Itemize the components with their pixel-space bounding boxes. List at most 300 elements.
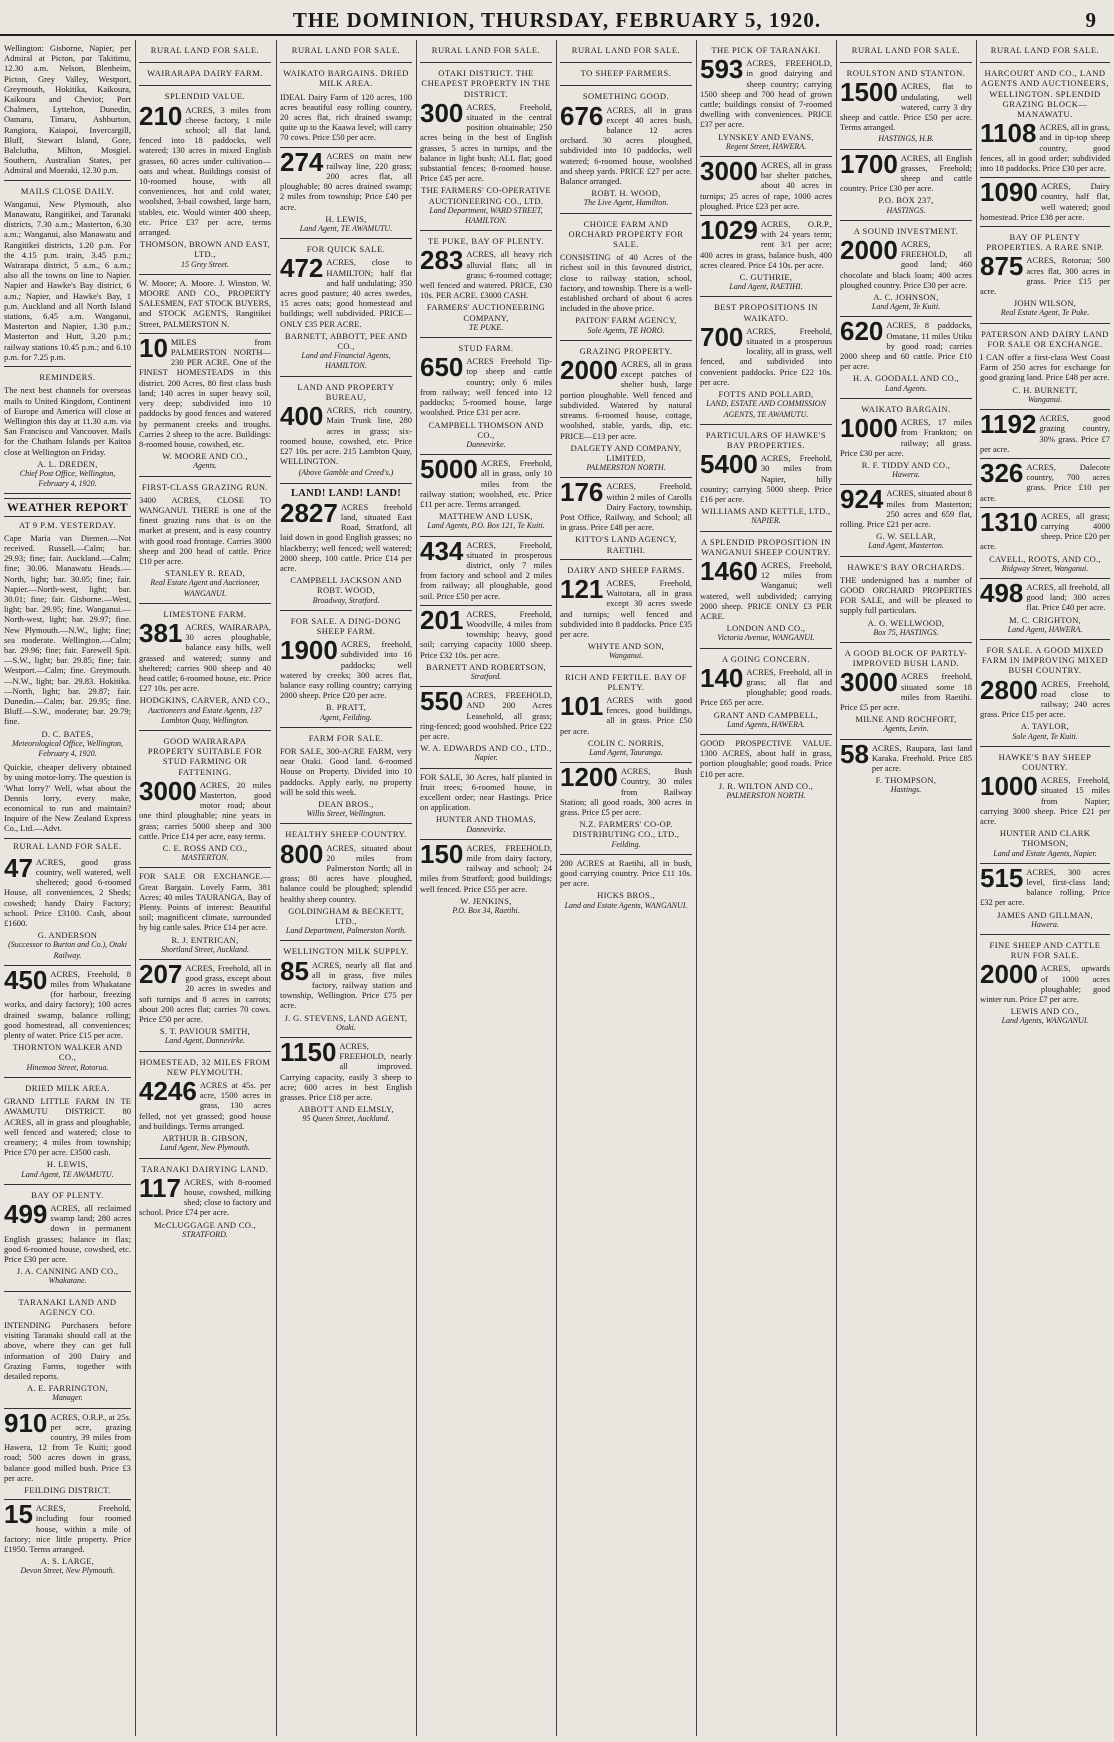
ad-text: ACRES, Freehold, situated in a prosperous locality, all in grass, well fenced, and subdivided into convenient paddocks. Price £22 10s. per acre. <box>700 325 832 387</box>
classified-ad <box>4 1078 131 1185</box>
ad-heading: WAIKATO BARGAINS. DRIED MILK AREA. <box>283 68 409 89</box>
ad-body <box>980 674 1110 720</box>
agent-address: Victoria Avenue, WANGANUI. <box>717 633 815 643</box>
agent-name: CAVELL, ROOTS, AND CO., <box>989 553 1101 564</box>
classified-ad <box>980 324 1110 410</box>
agent-name: CAMPBELL THOMSON AND CO., <box>428 419 544 440</box>
ad-heading: OTAKI DISTRICT. THE CHEAPEST PROPERTY IN THE DISTRICT. <box>421 68 551 99</box>
agent-address: Stratford. <box>470 671 502 681</box>
agent-address: Shortland Street, Auckland. <box>161 944 249 954</box>
classified-ad <box>139 868 271 960</box>
ad-text: ACRES, Freehold, situated 15 miles from Napier; carrying 3000 sheep. Price £21 per acre. <box>980 775 1110 826</box>
ad-text: ACRES, freehold, subdivided into 16 paddocks; well watered by creeks; 300 acres flat, balance easy rolling country; carrying 2000 sheep. Price £20 per acre. <box>280 639 412 701</box>
ad-signature <box>139 568 271 599</box>
ad-signature <box>139 1133 271 1153</box>
ad-body <box>700 215 832 270</box>
classified-ad <box>4 1292 131 1409</box>
column-5 <box>560 40 692 1738</box>
ad-body <box>139 495 271 566</box>
newspaper-title: THE DOMINION, THURSDAY, FEBRUARY 5, 1920. <box>292 8 822 32</box>
acreage-figure: 1029 <box>700 215 758 246</box>
ad-signature <box>980 298 1110 318</box>
ad-text: ACRES, 3 miles from cheese factory, 1 mile school; all flat land, fenced into 18 paddocks, well watered; 130 acres in mixed English grasses, 60 acres under cultivation—oats and wheat. Buildings consist of 10-roomed house, with all conveniences, hot and cold water, woolshed, 3-bail cowshed, large barn, stables, etc. Would winter 400 sheep, etc. Price £37 per acre, terms arranged. <box>139 104 271 238</box>
classified-ad <box>560 667 692 764</box>
classified-ad <box>420 687 552 768</box>
ad-heading: A SOUND INVESTMENT. <box>853 225 959 236</box>
classified-ad <box>840 317 972 398</box>
acreage-figure: 3000 <box>139 775 197 806</box>
classified-ad <box>840 485 972 556</box>
classified-ad <box>980 640 1110 747</box>
classified-ad <box>560 341 692 478</box>
column-3 <box>280 40 412 1738</box>
agent-address: PALMERSTON NORTH. <box>586 463 666 473</box>
agent-address: 95 Queen Street, Auckland. <box>302 1114 390 1124</box>
ad-body <box>280 635 412 701</box>
classified-ad <box>420 840 552 920</box>
ad-body <box>139 332 271 449</box>
classified-ad <box>139 1052 271 1159</box>
ad-body <box>139 1076 271 1131</box>
ad-text: ACRES, all English grasses, Freehold; sheep and cattle country. Price £30 per acre. <box>840 152 972 194</box>
agent-address: The Live Agent, Hamilton. <box>583 198 669 208</box>
agent-name: McCLUGGAGE AND CO., <box>153 1219 257 1230</box>
agent-address: Box 75, HASTINGS. <box>873 627 939 637</box>
agent-address: Land Agents, P.O. Box 121, Te Kuiti. <box>427 521 545 531</box>
ad-text: ACRES, all heavy rich alluvial flats; all in grass; 6-roomed cottage; well fenced and watered. PRICE, £30 10s. PER ACRE. £3000 CASH. <box>420 249 552 301</box>
ad-heading: A GOOD BLOCK OF PARTLY-IMPROVED BUSH LAND. <box>844 647 968 669</box>
ad-signature <box>420 302 552 333</box>
weather-signatory: D. C. BATES, <box>41 728 94 739</box>
masthead <box>0 0 1114 36</box>
ad-body <box>420 838 552 894</box>
classified-ad <box>560 478 692 559</box>
acreage-figure: 700 <box>700 321 744 352</box>
ad-signature <box>4 1266 131 1286</box>
ad-body <box>420 97 552 184</box>
classified-ad <box>980 63 1110 178</box>
acreage-figure: 101 <box>560 690 604 721</box>
ad-text: GOOD PROSPECTIVE VALUE. 1300 ACRES, about half in grass, portion ploughable; good roads. Price £10 per acre. <box>700 737 832 779</box>
ad-body <box>700 156 832 211</box>
agent-address: Hawera. <box>1031 919 1059 929</box>
classified-ad <box>420 231 552 338</box>
ad-signature <box>4 1159 131 1179</box>
classified-ad <box>700 735 832 805</box>
agent-name: JAMES AND GILLMAN, <box>997 909 1093 920</box>
agent-address: Dannevirke. <box>466 824 506 834</box>
agent-name: ROBT. H. WOOD, <box>591 188 661 199</box>
ad-signature <box>840 775 972 795</box>
ad-text: ACRES, upwards of 1000 acres ploughable; good winter run. Price £7 per acre. <box>980 963 1110 1005</box>
agent-address: Land Department, WARD STREET, HAMILTON. <box>429 205 543 226</box>
acreage-figure: 140 <box>700 662 744 693</box>
ad-body <box>980 457 1110 503</box>
ad-heading: CHOICE FARM AND ORCHARD PROPERTY FOR SALE. <box>568 218 684 250</box>
ad-signature <box>980 615 1110 635</box>
ad-body <box>980 577 1110 613</box>
ad-body <box>840 316 972 372</box>
agent-name: HICKS BROS., <box>597 890 655 901</box>
ad-text: ACRES, Freehold, situated in prosperous district, only 7 miles from factory and school and 2 miles from railway; all ploughable, good soil. Price £50 per acre. <box>420 539 552 601</box>
classified-ad <box>980 178 1110 227</box>
acreage-figure: 47 <box>4 852 33 883</box>
classified-ad <box>560 40 692 63</box>
agent-address: TE PUKE. <box>468 322 504 332</box>
ad-body <box>4 43 131 176</box>
ad-text: ACRES, Freehold, Woodville, 4 miles from township; heavy, good soil; carrying capacity 1000 sheep. Price £32 10s. per acre. <box>420 608 552 660</box>
ad-body <box>560 858 692 889</box>
ad-text: CONSISTING of 40 Acres of the richest soil in this favoured district, close to railway station, school, factory, and township. There is a well-established orchard of about 6 acres included in the above price. <box>560 252 692 314</box>
classified-ad <box>980 459 1110 508</box>
ad-heading: HARCOURT AND CO., LAND AGENTS AND AUCTIONEERS, WELLINGTON. SPLENDID GRAZING BLOCK—MANAWATU. <box>981 68 1109 120</box>
agent-name: HUNTER AND CLARK THOMSON, <box>999 828 1091 849</box>
acreage-figure: 2000 <box>560 355 618 386</box>
ad-signature <box>700 132 832 152</box>
ad-body <box>980 177 1110 222</box>
ad-heading: TO SHEEP FARMERS. <box>580 68 672 79</box>
agent-address: Devon Street, New Plymouth. <box>20 1566 115 1576</box>
classified-ad <box>139 86 271 274</box>
ad-heading: A SPLENDID PROPOSITION IN WANGANUI SHEEP COUNTRY. <box>701 536 831 557</box>
ad-signature <box>560 315 692 335</box>
agent-name: JOHN WILSON, <box>1013 298 1077 309</box>
ad-heading: RURAL LAND FOR SALE. <box>291 45 401 55</box>
agent-name: DALGETY AND COMPANY, LIMITED, <box>570 442 682 463</box>
ad-text: ACRES freehold, situated some 18 miles from Raetihi. Price £5 per acre. <box>840 671 972 712</box>
ad-body <box>4 852 131 929</box>
ad-text: FOR SALE OR EXCHANGE.—Great Bargain. Lovely Farm, 381 Acres; 40 miles TAURANGA, Bay of Plenty. Points of interest: Beautiful soil; magnificent climate, surrounded by big cattle sales. Price £14 per acre. <box>139 871 271 933</box>
agent-name: A. S. LARGE, <box>40 1556 95 1567</box>
column-2 <box>139 40 271 1738</box>
classified-ad <box>280 1038 412 1129</box>
ad-text: ACRES, all in grass except 40 acres bush, balance 12 acres orchard. 30 acres ploughed, subdivided into 10 paddocks, well watered; 6-roomed house, woolshed and sheep yards. PRICE £27 per acre. Balance arranged. <box>560 104 692 187</box>
agent-name: W. JENKINS, <box>460 895 512 906</box>
agent-address: NAPIER. <box>751 516 781 526</box>
acreage-figure: 1310 <box>980 506 1038 537</box>
agent-name: H. LEWIS, <box>46 1159 89 1170</box>
ad-text: MILES from PALMERSTON NORTH—230 PER ACRE. One of the FINEST HOMESTEADS in this district. 200 Acres, 80 first class bush land; 140 acres in super heavy soil, very deep; subdivided into 10 paddocks by good fences and watered by permanent creeks and troughs. Carries 2 sheep to the acre. Buildings: 8-roomed house, cowshed, etc. <box>139 336 271 449</box>
ad-text: ACRES, O.R.P., at 25s. per acre, grazing country, 39 miles from Hawera, 12 from Te Kuiti; good road; 500 acres down in grass, balance good milled bush. Price £3 per acre. <box>4 1411 131 1483</box>
ad-text: ACRES, all grass; carrying 4000 sheep. Price £20 per acre. <box>980 510 1110 552</box>
agent-address: Land and Estate Agents, Napier. <box>993 848 1097 858</box>
ad-text: ACRES, Freehold, road close to railway; 240 acres grass. Price £15 per acre. <box>980 678 1110 720</box>
agent-name: W. MOORE AND CO., <box>162 451 248 462</box>
ad-text: ACRES, WAIRARAPA, 30 acres ploughable, balance easy hills, well grassed and watered; sunny and sheltered; carries 900 sheep and 40 head cattle; 6-roomed house, etc. Price £27 10s. per acre. <box>139 621 271 694</box>
ad-text: ACRES, good grass country, well watered, well sheltered; good 6-roomed House, all conveniences, 2 Sheds; cowshed; handy Dairy Factory; school. Price £3100. Cash, about £1600. <box>4 856 131 929</box>
classified-ad <box>139 275 271 334</box>
column-divider <box>416 40 417 1736</box>
acreage-figure: 910 <box>4 1407 48 1438</box>
ad-signature <box>420 662 552 682</box>
ad-signature <box>420 185 552 226</box>
agent-address: Land Agent, Dannevirke. <box>164 1036 246 1046</box>
agent-name: H. LEWIS, <box>325 213 367 224</box>
agent-address: Chief Post Office, Wellington, February 4, 1920. <box>19 468 116 489</box>
ad-body <box>560 762 692 817</box>
ad-signature <box>700 272 832 292</box>
ad-text: 3400 ACRES, CLOSE TO WANGANUI. THERE is one of the finest grazing runs that is on the market at present, and is easy country with good road frontage. Carries 3000 sheep and 200 head of cattle. Price £10 per acre. <box>139 494 271 566</box>
agent-address: Broadway, Stratford. <box>312 595 380 605</box>
ad-signature <box>4 1042 131 1073</box>
acreage-figure: 2800 <box>980 674 1038 705</box>
acreage-figure: 676 <box>560 100 604 131</box>
ad-text: ACRES, situated about 8 miles from Masterton; 250 acres and 659 flat, rolling. Price £21 per acre. <box>840 488 972 529</box>
ad-signature <box>980 554 1110 574</box>
acreage-figure: 121 <box>560 573 604 604</box>
classified-ad <box>139 477 271 604</box>
agent-name: A. L. DREDEN, <box>37 458 98 469</box>
ad-body <box>700 449 832 504</box>
acreage-figure: 176 <box>560 477 604 508</box>
ad-heading: RURAL LAND FOR SALE. <box>150 45 260 55</box>
agent-name: MATTHEW AND LUSK, <box>439 511 533 522</box>
classified-ad <box>139 604 271 731</box>
acreage-figure: 381 <box>139 617 183 648</box>
ad-heading: PATERSON AND DAIRY LAND FOR SALE OR EXCHANGE. <box>981 328 1109 349</box>
agent-address: Land Agent, Masterton. <box>868 541 944 551</box>
acreage-figure: 3000 <box>840 667 898 698</box>
agent-address: Sole Agents, TE HORO. <box>587 325 665 335</box>
ad-signature <box>420 743 552 763</box>
column-1 <box>4 40 131 1738</box>
column-8 <box>980 40 1110 1738</box>
acreage-figure: 5000 <box>420 454 478 485</box>
agent-name: A. E. FARRINGTON, <box>26 1383 109 1394</box>
agent-address: LAND, ESTATE AND COMMISSION AGENTS, TE AWAMUTU. <box>706 399 826 419</box>
ad-body <box>700 662 832 708</box>
ad-body <box>560 477 692 533</box>
agent-address: Real Estate Agent and Auctioneer, WANGANUI. <box>150 578 260 598</box>
classified-ad <box>420 338 552 455</box>
agent-name: ARTHUR B. GIBSON, <box>162 1133 248 1144</box>
ad-text: GRAND LITTLE FARM IN TE AWAMUTU DISTRICT. 80 ACRES, all in grass and ploughable, well fenced and watered; close to creamery; 4 miles from township; Price £70 per acre. £3500 cash. <box>4 1096 131 1158</box>
ad-signature <box>280 702 412 722</box>
acreage-figure: 924 <box>840 484 884 515</box>
agent-address: HASTINGS. <box>886 205 926 215</box>
ad-heading: SOMETHING GOOD. <box>582 91 670 102</box>
acreage-figure: 2000 <box>840 235 898 266</box>
agent-address: Land and Estate Agents, WANGANUI. <box>564 900 688 910</box>
ad-text: ACRES, all reclaimed swamp land; 280 acres down in permanent English grasses; balance in flax; good 6-roomed house, cowshed, etc. Price £30 per acre. <box>4 1202 131 1264</box>
ad-body <box>840 148 972 194</box>
agent-name: KITTO'S LAND AGENCY, RAETIHI. <box>575 534 677 555</box>
agent-address: Land Agent, HAWERA. <box>1007 624 1083 634</box>
ad-heading: LIMESTONE FARM. <box>163 608 247 619</box>
classified-ad <box>560 560 692 667</box>
ad-heading: WAIKATO BARGAIN. <box>861 403 951 414</box>
acreage-figure: 472 <box>280 253 324 284</box>
acreage-figure: 10 <box>139 332 168 363</box>
ad-signature <box>420 814 552 834</box>
classified-ad <box>139 960 271 1052</box>
ad-signature <box>840 618 972 638</box>
agent-address: Wanganui. <box>608 651 644 661</box>
ad-body <box>280 146 412 212</box>
classified-ad <box>560 855 692 915</box>
ad-body <box>139 278 271 329</box>
ad-body <box>700 555 832 621</box>
ad-body <box>980 862 1110 908</box>
agent-address: STRATFORD. <box>182 1229 228 1239</box>
agent-address: Ridgway Street, Wanganui. <box>1001 563 1089 573</box>
agent-name: C. H. BURNETT, <box>1012 384 1078 395</box>
agent-address: Land Agent, New Plymouth. <box>160 1143 250 1153</box>
agent-name: H. A. GOODALL AND CO., <box>853 373 959 384</box>
agent-name: WHYTE AND SON, <box>587 641 665 652</box>
acreage-figure: 1108 <box>980 118 1037 149</box>
ad-heading: RURAL LAND FOR SALE. <box>431 45 541 55</box>
classified-ad <box>4 1500 131 1580</box>
ad-text: ACRES, O.R.P., with 24 years term; rent 3/1 per acre; 400 acres in grass, balance bush, 400 acres cleared. Price £4 10s. per acre. <box>700 219 832 270</box>
ad-text: Wanganui, New Plymouth, also Manawatu, Rangitikei, and Taranaki districts, 7.30 a.m.; Masterton, 6.30 a.m.; Wanganui, also Manawatu and Rangitikei districts, 1.20 p.m. For the 4.15 p.m. train, 3.45 p.m.; Wairarapa district, 5 a.m., 6 a.m.; also all the towns on line to Napier. Napier and Hawke's Bay district, 6 a.m.; Napier, and Hawke's Bay, 1 p.m. Auckland and all North Island stations, 6.45 a.m. Wanganui, Masterton and Napier, 1.30 p.m.; Masterton and Hutt, 3.20 p.m.; railway stations 10.45 p.m.; and 6.10 p.m. for 7.25 p.m. <box>4 198 131 362</box>
ad-signature <box>840 714 972 734</box>
ad-text: ACRES, Freehold, all in grass; all flat and ploughable; good roads. Price £65 per acre. <box>700 666 832 708</box>
ad-body <box>420 352 552 418</box>
weather-office: Meteorological Office, Wellington, February 4, 1920. <box>12 738 123 758</box>
weather-text: Cape Maria van Diemen.—Not received. Russell.—Calm; bar. 29.93; fine; fair. Auckland.—Calm; fine; 30.06. Manawatu Heads.—North, light; bar. 30.05; fine; fair. Napier.—North-west, light; bar. 30.01; fine; fair. Gisborne.—West, light; bar. 29.95; fine. Wanganui.—North-west, light; bar. 29.97; fine. New Plymouth.—N.W., light; fine; sea moderate. Wellington.—Calm; bar. 29.96; fine; fair. Farewell Spit.—S.W., light; bar. 29.85; fine; fair. Westport.—Calm; fine. Greymouth.—N.W., light; bar. 29.83. Hokitika.—North, light; bar. 29.87; fair. Dunedin.—Calm; bar. 29.95; fine. Bluff.—S.W., moderate; bar. 29.79; fine. <box>4 532 131 727</box>
classified-ad <box>280 941 412 1038</box>
agent-name: HODGKINS, CARVER, AND CO., <box>139 695 271 706</box>
acreage-figure: 1200 <box>560 762 618 793</box>
classified-ad <box>560 214 692 341</box>
ad-body <box>560 573 692 639</box>
classified-ad <box>280 40 412 63</box>
ad-signature <box>840 195 972 215</box>
ad-signature <box>420 511 552 531</box>
agent-address: Land Agents. <box>884 383 928 393</box>
ad-text: ACRES, FREEHOLD, mile from dairy factory, railway and school; 24 miles from Stratford; good buildings; well fenced. Price £55 per acre. <box>420 842 552 894</box>
agent-address: 15 Grey Street. <box>180 259 230 269</box>
agent-address: Sole Agent, Te Kuiti. <box>1012 731 1078 741</box>
agent-name: J. G. STEVENS, LAND AGENT, <box>284 1012 408 1023</box>
agent-address: Land Agents, HAWERA. <box>727 719 805 729</box>
agent-address: Land Agent, RAETIHI. <box>729 282 803 292</box>
ad-text: ACRES, Freehold, all in good grass, except about 20 acres in swedes and soft turnips and 8 acres in carrots; about 200 acres flat; carries 70 cows. Price £50 per acre. <box>139 963 271 1025</box>
ad-body <box>560 690 692 736</box>
ad-text: ACRES, all in grass except patches of shelter bush, large portion ploughable. Well fenced and subdivided. Watered by natural streams. 6-roomed house, cottage, woolshed, stable, yards, dip, etc. PRICE—£13 per acre. <box>560 359 692 441</box>
ad-text: ACRES, Dairy country, half flat, well watered; good homestead. Price £38 per acre. <box>980 181 1110 222</box>
ad-body <box>280 955 412 1011</box>
ad-signature <box>280 214 412 234</box>
ad-text: ACRES, with 8-roomed house, cowshed, milking shed; close to factory and school. Price £74 per acre. <box>139 1176 271 1218</box>
ad-text: ACRES, FREEHOLD, in good dairying and sheep country; carrying 1500 sheep and 700 head of grown cattle; buildings consist of 7-roomed dwelling with conveniences. PRICE £37 per acre. <box>700 58 832 130</box>
classified-ad <box>420 40 552 63</box>
ad-body <box>840 484 972 529</box>
ad-body <box>280 1037 412 1103</box>
ad-text: Wellington: Gisborne, Napier, per Admiral at Picton, par Takitimu, 12.30 a.m. Nelson, Blenheim, Picton, Grey Valley, Westport, Greymouth, Hokitika, Kaikoura, Kaikoura and Cheviot; Port Chalmers, Lyttelton, Dunedin, Oamaru, Timaru, Ashburton, Rangiora, Kaiapoi, Invercargill, Bluff, Stewart Island, Gore, Balclutha, Milton, Mosgiel. Southern, Australian States, per Admiral and Moeraki, 12.30 p.m. <box>4 43 131 176</box>
agent-name: R. F. TIDDY AND CO., <box>861 459 951 470</box>
ad-signature <box>700 623 832 643</box>
agent-name: J. R. WILTON AND CO., <box>718 780 814 791</box>
ad-heading: REMINDERS. <box>39 372 96 383</box>
acreage-figure: 300 <box>420 97 464 128</box>
agent-name: C. GUTHRIE, <box>739 272 793 283</box>
ad-text: ACRES, all in grass bar shelter patches, about 40 acres in turnips; 25 acres of rape, 1000 acres ploughed. Price £23 per acre. <box>700 160 832 211</box>
classified-ad <box>420 537 552 606</box>
ad-signature <box>980 385 1110 405</box>
ad-signature <box>4 1556 131 1576</box>
ad-heading: BAY OF PLENTY. <box>31 1189 104 1200</box>
agent-address: Land Agent, TE AWAMUTU. <box>299 224 393 234</box>
agent-name: STANLEY R. READ, <box>165 568 245 579</box>
classified-ad <box>280 484 412 611</box>
agent-name: A. O. WELLWOOD, <box>867 617 945 628</box>
weather-subtitle: AT 9 P.M. YESTERDAY. <box>19 519 116 530</box>
agent-address: HASTINGS, H.B. <box>878 134 934 144</box>
column-4 <box>420 40 552 1738</box>
ad-text: ACRES at 45s. per acre, 1500 acres in grass, 130 acres felled, not yet grassed; good house and buildings. Terms arranged. <box>139 1080 271 1131</box>
ad-text: ACRES, Freehold, Waitotara, all in grass except 30 acres swede and turnips; well fenced and subdivided into 8 paddocks. Price £35 per acre. <box>560 577 692 639</box>
ad-signature <box>980 721 1110 741</box>
acreage-figure: 1900 <box>280 635 338 666</box>
ad-signature <box>840 460 972 480</box>
classified-ad <box>139 1159 271 1244</box>
ad-body <box>280 92 412 143</box>
agent-address: Agent, Feilding. <box>320 712 372 722</box>
ad-body <box>280 253 412 329</box>
agent-name: LYNSKEY AND EVANS, <box>718 131 814 142</box>
classified-ad <box>840 40 972 63</box>
classified-ad <box>420 606 552 687</box>
classified-ad <box>700 157 832 216</box>
agent-name: W. A. EDWARDS AND CO., LTD., <box>420 743 552 754</box>
ad-heading: HOMESTEAD, 32 MILES FROM NEW PLYMOUTH. <box>139 1056 271 1077</box>
ad-heading: RURAL LAND FOR SALE. <box>990 45 1100 55</box>
ad-signature <box>280 1013 412 1033</box>
ad-body <box>4 199 131 362</box>
column-divider <box>836 40 837 1736</box>
ad-body <box>280 746 412 797</box>
agent-name: CAMPBELL JACKSON AND ROBT. WOOD, <box>290 575 402 596</box>
agent-address: Land Agent, TE AWAMUTU. <box>21 1169 114 1179</box>
ad-text: FOR SALE, 300-ACRE FARM, very near Otaki. Good land. 6-roomed House on Property. Divided into 10 paddocks. Apply early, no property will be sold this week. <box>280 745 412 797</box>
acreage-figure: 1700 <box>840 148 898 179</box>
ad-signature <box>700 506 832 526</box>
ad-body <box>420 772 552 813</box>
ad-signature <box>280 906 412 937</box>
ad-heading: GRAZING PROPERTY. <box>579 345 673 356</box>
agent-address: Manager. <box>52 1393 83 1403</box>
ad-text: ACRES, situated about 20 miles from Palmerston North; all in grass; 80 acres have ploughed, balance could be ploughed; splendid healthy sheep country. <box>280 842 412 904</box>
acreage-figure: 450 <box>4 964 48 995</box>
classified-ad <box>4 40 131 181</box>
classified-ad <box>560 86 692 213</box>
ad-signature <box>280 468 412 478</box>
ad-text: W. Moore; A. Moore. J. Winston. W. MOORE AND CO., PROPERTY SALESMEN, FAT STOCK BUYERS, and STOCK AGENTS, Rangitikei Street, PALMERSTON N. <box>139 277 271 329</box>
classified-ad <box>280 824 412 941</box>
ad-body <box>4 1407 131 1483</box>
classified-ad <box>700 532 832 649</box>
ad-signature <box>840 531 972 551</box>
ad-text: ACRES, 300 acres level, first-class land; balance rolling. Price £32 per acre. <box>980 866 1110 908</box>
classified-ad <box>139 63 271 86</box>
agent-address: Wanganui. <box>1027 394 1063 404</box>
agent-address: Auctioneers and Estate Agents, 137 Lambton Quay, Wellington. <box>148 705 262 725</box>
agent-address: Land and Financial Agents, HAMILTON. <box>301 351 391 371</box>
ad-heading: WAIRARAPA DAIRY FARM. <box>147 68 263 79</box>
classified-ad <box>840 557 972 643</box>
classified-ad <box>139 334 271 477</box>
ad-signature <box>980 910 1110 930</box>
classified-ad <box>4 1409 131 1501</box>
ad-signature <box>420 896 552 916</box>
ad-text: ACRES, rich country, Main Trunk line, 280 acres in grass; six-roomed house, cowshed, etc. Price £27 10s. per acre. 215 Lambton Quay, WELLINGTON. <box>280 405 412 467</box>
acreage-figure: 1150 <box>280 1037 337 1068</box>
acreage-figure: 875 <box>980 251 1024 282</box>
acreage-figure: 515 <box>980 862 1024 893</box>
ad-body <box>700 321 832 387</box>
